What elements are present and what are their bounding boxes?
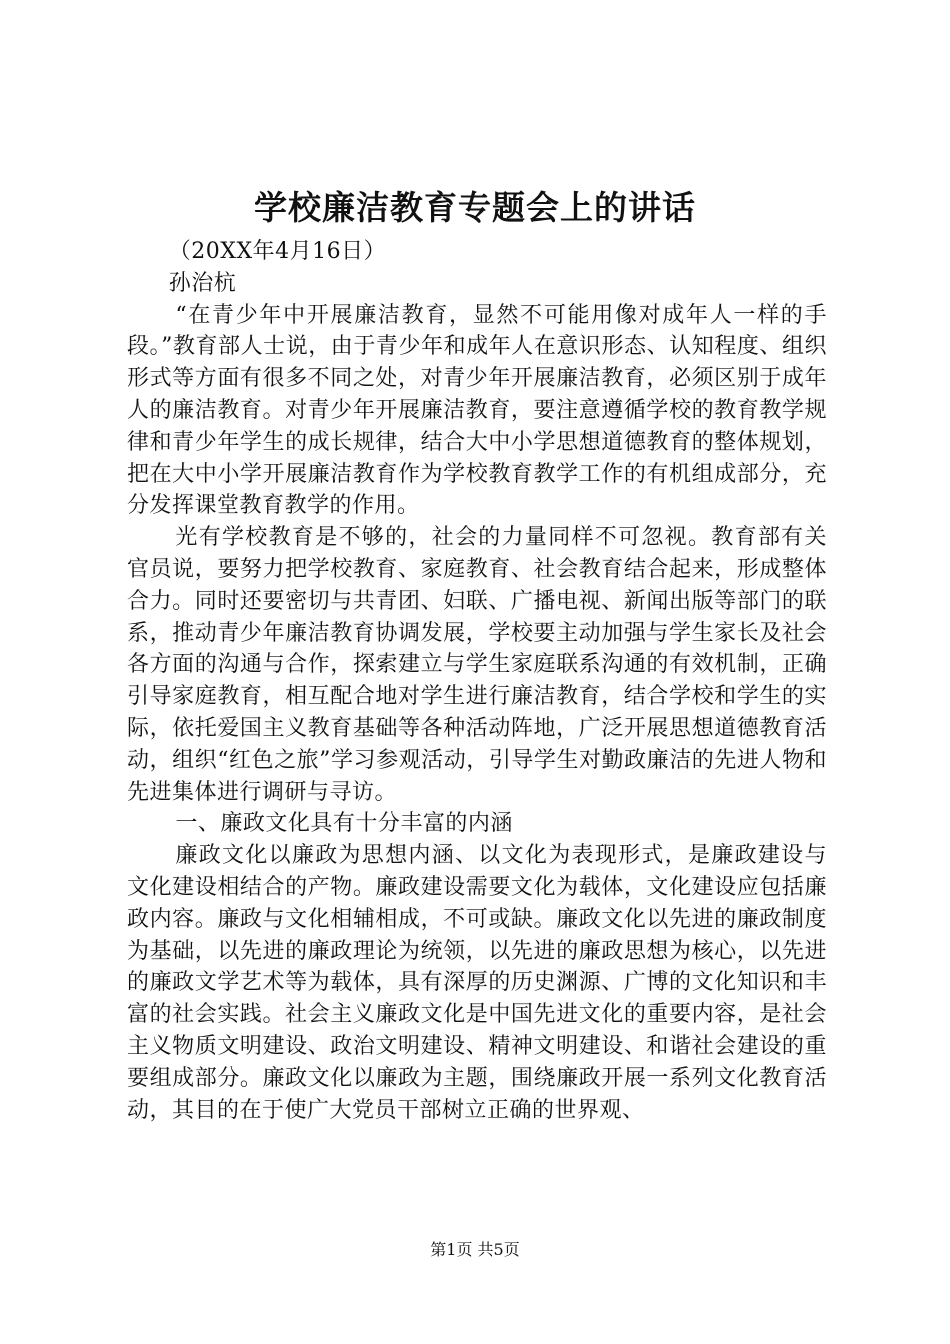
paragraph: 光有学校教育是不够的，社会的力量同样不可忽视。教育部有关官员说，要努力把学校教育、家庭教育、社会教育结合起来，形成整体合力。同时还要密切与共青团、妇联、广播电视、新闻出版等部门的联系，推动青少年廉洁教育协调发展，学校要主动加强与学生家长及社会各方面的沟通与合作，探索建立与学生家庭联系沟通的有效机制，正确引导家庭教育，相互配合地对学生进行廉洁教育，结合学校和学生的实际，依托爱国主义教育基础等各种活动阵地，广泛开展思想道德教育活动，组织“红色之旅”学习参观活动，引导学生对勤政廉洁的先进人物和先进集体进行调研与寻访。	[127, 525, 827, 805]
author-line: 孙治杭	[168, 270, 237, 296]
date-line: （20XX年4月16日）	[168, 239, 387, 264]
paragraph: “在青少年中开展廉洁教育，显然不可能用像对成年人一样的手段。”教育部人士说，由于青少年和成年人在意识形态、认知程度、组织形式等方面有很多不同之处，对青少年开展廉洁教育，必须区别于成年人的廉洁教育。对青少年开展廉洁教育，要注意遵循学校的教育教学规律和青少年学生的成长规律，结合大中小学思想道德教育的整体规划，把在大中小学开展廉洁教育作为学校教育教学工作的有机组成部分，充分发挥课堂教育教学的作用。	[127, 302, 827, 519]
page-footer: 第1页 共5页	[430, 1240, 520, 1259]
section-heading: 一、廉政文化具有十分丰富的内涵	[175, 811, 513, 837]
document-body	[127, 236, 827, 1126]
paragraph: 廉政文化以廉政为思想内涵、以文化为表现形式，是廉政建设与文化建设相结合的产物。廉政建设需要文化为载体，文化建设应包括廉政内容。廉政与文化相辅相成，不可或缺。廉政文化以先进的廉政制度为基础，以先进的廉政理论为统领，以先进的廉政思想为核心，以先进的廉政文学艺术等为载体，具有深厚的历史渊源、广博的文化知识和丰富的社会实践。社会主义廉政文化是中国先进文化的重要内容，是社会主义物质文明建设、政治文明建设、精神文明建设、和谐社会建设的重要组成部分。廉政文化以廉政为主题，围绕廉政开展一系列文化教育活动，其目的在于使广大党员干部树立正确的世界观、	[127, 843, 827, 1123]
document-title: 学校廉洁教育专题会上的讲话	[254, 188, 696, 227]
